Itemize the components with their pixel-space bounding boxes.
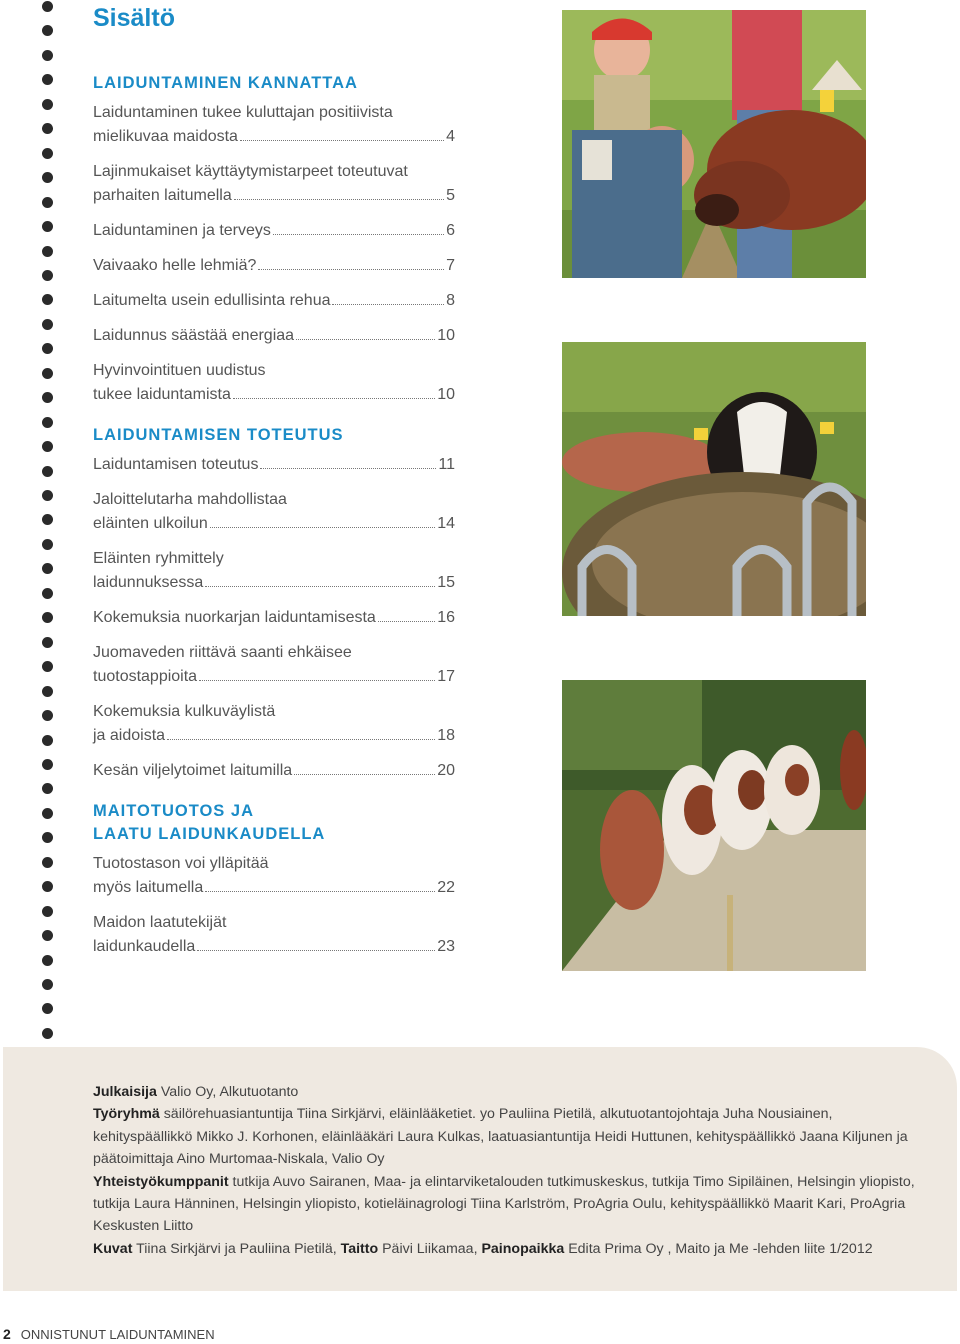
section-heading (93, 800, 455, 846)
toc-entry-title-line: Laiduntaminen tukee kuluttajan positiivista (93, 104, 393, 121)
section-heading-line: LAIDUNTAMISEN TOTEUTUS (93, 426, 344, 444)
binding-dot (42, 148, 53, 159)
binding-dot (42, 197, 53, 208)
toc-page-number: 4 (446, 128, 455, 145)
binding-dot (42, 25, 53, 36)
binding-dot (42, 441, 53, 452)
binding-dot (42, 783, 53, 794)
toc-entry-title-line: Laitumelta usein edullisinta rehua (93, 292, 331, 309)
binding-dot (42, 490, 53, 501)
credits-workgroup-label: Työryhmä (93, 1106, 160, 1123)
toc-entry[interactable] (93, 289, 455, 313)
binding-dot (42, 74, 53, 85)
toc-entry-title-line: tuotostappioita (93, 668, 198, 685)
binding-dot (42, 1028, 53, 1039)
toc-entry[interactable] (93, 359, 455, 407)
toc-entry[interactable] (93, 453, 455, 477)
credits-print-label: Painopaikka (481, 1240, 565, 1257)
binding-dot (42, 270, 53, 281)
credits-publisher-label: Julkaisija (93, 1084, 157, 1100)
credits-layout-label: Taitto (340, 1240, 379, 1257)
credits-photos-label: Kuvat (93, 1240, 133, 1257)
section-heading-line: LAIDUNTAMINEN KANNATTAA (93, 74, 358, 92)
table-of-contents (93, 72, 455, 976)
section-spacer (93, 970, 455, 976)
toc-entry-title-line: Juomaveden riittävä saanti ehkäisee (93, 644, 352, 661)
toc-entry-title-line: Hyvinvointituen uudistus (93, 362, 266, 379)
page-number: 2 (3, 1326, 11, 1342)
binding-dot (42, 759, 53, 770)
binding-dot (42, 294, 53, 305)
binding-dot (42, 612, 53, 623)
binding-dot (42, 637, 53, 648)
dot-leader (197, 950, 435, 951)
credits-print-value: Edita Prima Oy , Maito ja Me -lehden liite 1/2012 (564, 1240, 873, 1257)
credits-publisher-value: Valio Oy, Alkutuotanto (156, 1084, 299, 1100)
dot-leader (205, 586, 435, 587)
toc-entry[interactable] (93, 547, 455, 595)
toc-page-number: 22 (437, 879, 455, 896)
page-footer (3, 1326, 215, 1342)
binding-dot (42, 832, 53, 843)
binding-dot (42, 857, 53, 868)
toc-entry-title-line: myös laitumella (93, 879, 204, 896)
binding-dot (42, 930, 53, 941)
toc-entry[interactable] (93, 852, 455, 900)
binding-dot (42, 955, 53, 966)
binding-dot (42, 368, 53, 379)
toc-entry-title-line: Lajinmukaiset käyttäytymistarpeet toteutuvat (93, 163, 408, 180)
toc-page-number: 18 (437, 727, 455, 744)
page-title: Sisältö (93, 4, 175, 32)
toc-entry[interactable] (93, 101, 455, 149)
binding-dot (42, 661, 53, 672)
credits-workgroup (93, 1103, 933, 1170)
binding-dot (42, 686, 53, 697)
dot-leader (260, 468, 436, 469)
toc-entry-title-line: Kokemuksia kulkuväylistä (93, 703, 276, 720)
toc-entry-title-line: Laidunnus säästää energiaa (93, 327, 295, 344)
binding-dot (42, 808, 53, 819)
credits-workgroup-value: säilörehuasiantuntija Tiina Sirkjärvi, eläinlääketiet. yo Pauliina Pietilä, alkutuotantojohtaja Juha Nousiainen, kehityspäällikkö Mikko J. Korhonen, eläinlääkäri Laura Kulkas, laatuasiantuntija Heidi Huttunen, kehityspäällikkö Jaana Kiljunen ja päätoimittaja Aino Murtomaa-Niskala, Valio Oy (93, 1106, 908, 1168)
binding-dot (42, 99, 53, 110)
toc-page-number: 17 (437, 668, 455, 685)
credits-partners-value: tutkija Auvo Sairanen, Maa- ja elintarviketalouden tutkimuskeskus, tutkija Timo Sipiläinen, Helsingin yliopisto, tutkija Laura Hänninen, Helsingin yliopisto, kotieläinagrologi Tiina Karlström, ProAgria Oulu, kehityspäällikkö Maarit Kari, ProAgria Keskusten Liitto (93, 1173, 915, 1235)
binding-dot (42, 735, 53, 746)
toc-entry-title-line: Laiduntamisen toteutus (93, 456, 259, 473)
toc-entry[interactable] (93, 254, 455, 278)
toc-entry[interactable] (93, 911, 455, 959)
binding-dot (42, 343, 53, 354)
toc-entry-title-line: parhaiten laitumella (93, 187, 232, 204)
binding-dot (42, 319, 53, 330)
credits-layout-value: Päivi Liikamaa, (378, 1240, 482, 1257)
toc-entry-title-line: Eläinten ryhmittely (93, 550, 224, 567)
toc-page-number: 20 (437, 762, 455, 779)
binding-dot (42, 514, 53, 525)
toc-page-number: 10 (437, 327, 455, 344)
dot-leader (294, 774, 435, 775)
toc-entry-title-line: Kesän viljelytoimet laitumilla (93, 762, 293, 779)
dot-leader (378, 621, 435, 622)
toc-entry-title-line: tukee laiduntamista (93, 386, 231, 403)
binding-dot (42, 466, 53, 477)
photo-cow-at-hay-bale (562, 342, 866, 616)
binding-dot (42, 246, 53, 257)
toc-entry[interactable] (93, 488, 455, 536)
binding-dot (42, 881, 53, 892)
publication-name: ONNISTUNUT LAIDUNTAMINEN (20, 1327, 215, 1342)
section-heading-line: LAATU LAIDUNKAUDELLA (93, 825, 326, 843)
section-heading-line: MAITOTUOTOS JA (93, 802, 254, 820)
dot-leader (240, 140, 444, 141)
binding-dot (42, 172, 53, 183)
binding-dot (42, 588, 53, 599)
dot-leader (210, 527, 435, 528)
credits-box (3, 1047, 957, 1291)
toc-entry-title-line: ja aidoista (93, 727, 166, 744)
credits-text (93, 1081, 933, 1260)
toc-entry-title-line: Maidon laatutekijät (93, 914, 227, 931)
binding-dot (42, 417, 53, 428)
dot-leader (167, 739, 435, 740)
credits-partners (93, 1171, 933, 1238)
binding-dot (42, 123, 53, 134)
photo-cows-walking (562, 680, 866, 971)
toc-entry[interactable] (93, 759, 455, 783)
binding-dot (42, 50, 53, 61)
toc-entry[interactable] (93, 324, 455, 348)
toc-entry[interactable] (93, 641, 455, 689)
toc-page-number: 23 (437, 938, 455, 955)
dot-leader (233, 398, 435, 399)
binding-dot (42, 221, 53, 232)
toc-entry-title-line: Vaivaako helle lehmiä? (93, 257, 257, 274)
toc-page-number: 16 (437, 609, 455, 626)
toc-page-number: 15 (437, 574, 455, 591)
toc-entry-title-line: Kokemuksia nuorkarjan laiduntamisesta (93, 609, 376, 626)
toc-entry-title-line: mielikuvaa maidosta (93, 128, 238, 145)
dot-leader (199, 680, 435, 681)
toc-page-number: 11 (438, 456, 455, 473)
toc-entry-title-line: laidunnuksessa (93, 574, 204, 591)
toc-page-number: 10 (437, 386, 455, 403)
dot-leader (258, 269, 444, 270)
credits-photos-value: Tiina Sirkjärvi ja Pauliina Pietilä, (132, 1240, 341, 1257)
credits-partners-label: Yhteistyökumppanit (93, 1173, 229, 1190)
binding-dot (42, 710, 53, 721)
toc-entry[interactable] (93, 606, 455, 630)
binding-dot (42, 539, 53, 550)
toc-page-number: 5 (446, 187, 455, 204)
credits-photos (93, 1238, 933, 1260)
dot-leader (332, 304, 444, 305)
toc-entry-title-line: laidunkaudella (93, 938, 196, 955)
toc-entry-title-line: Tuotostason voi ylläpitää (93, 855, 269, 872)
binding-dot (42, 1, 53, 12)
binding-dot (42, 1003, 53, 1014)
toc-entry[interactable] (93, 219, 455, 243)
photo-family-with-cow (562, 10, 866, 278)
binding-dot (42, 906, 53, 917)
dot-leader (234, 199, 444, 200)
credits-publisher (93, 1081, 933, 1103)
section-heading (93, 424, 455, 447)
toc-page-number: 7 (446, 257, 455, 274)
toc-entry-title-line: eläinten ulkoilun (93, 515, 208, 532)
section-heading (93, 72, 455, 95)
toc-entry-title-line: Laiduntaminen ja terveys (93, 222, 271, 239)
binding-dot (42, 979, 53, 990)
binding-dot (42, 392, 53, 403)
toc-page-number: 14 (437, 515, 455, 532)
binding-dot (42, 563, 53, 574)
dot-leader (296, 339, 435, 340)
toc-page-number: 8 (446, 292, 455, 309)
toc-page-number: 6 (446, 222, 455, 239)
dot-leader (205, 891, 435, 892)
dot-leader (273, 234, 444, 235)
toc-entry-title-line: Jaloittelutarha mahdollistaa (93, 491, 287, 508)
toc-entry[interactable] (93, 700, 455, 748)
toc-entry[interactable] (93, 160, 455, 208)
